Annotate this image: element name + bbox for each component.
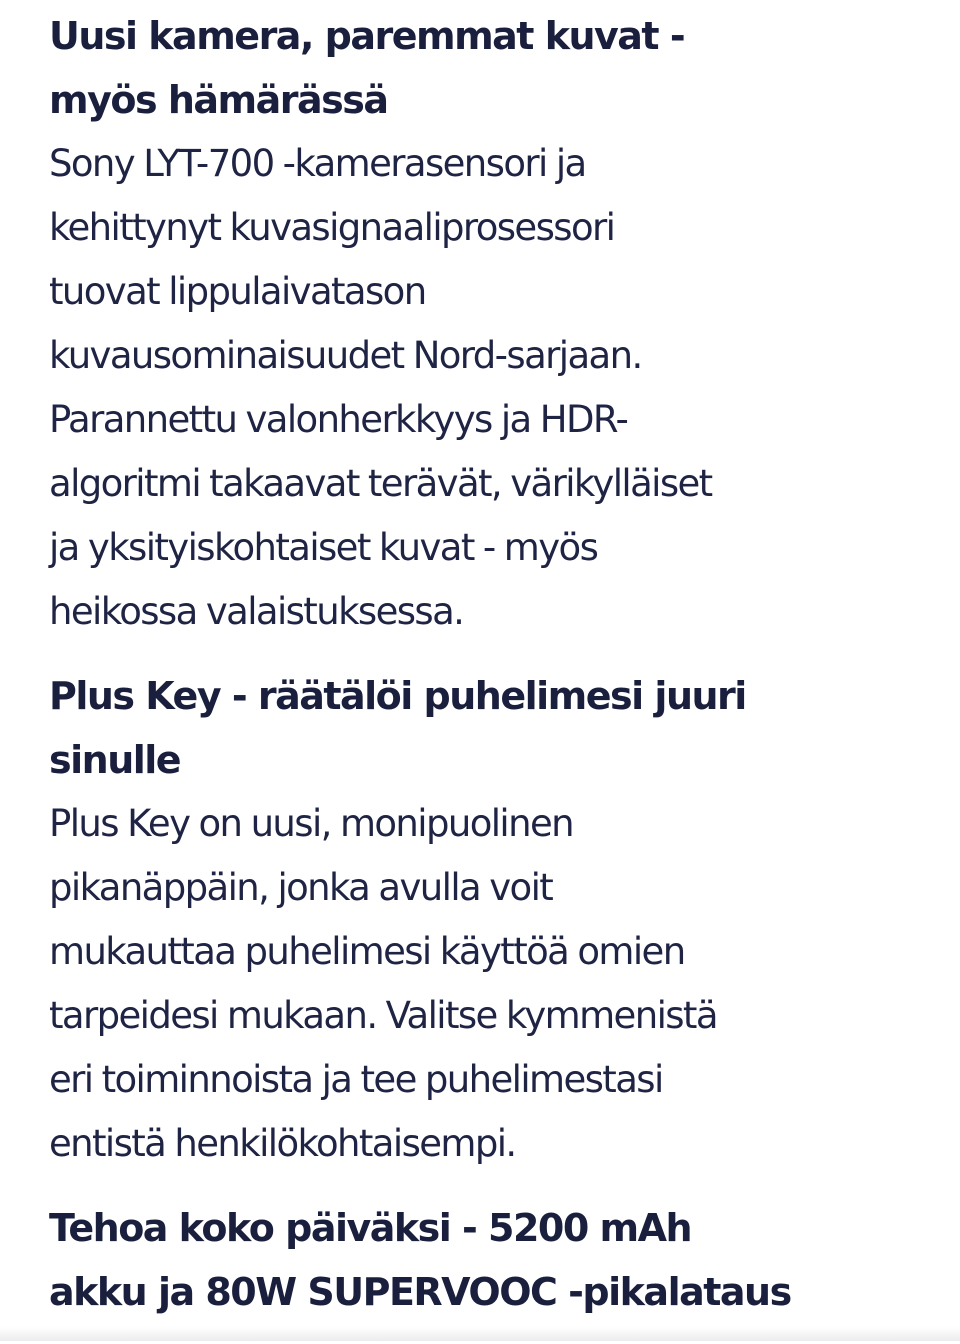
body-line: kehittynyt kuvasignaaliprosessori [49, 206, 615, 249]
body-line: heikossa valaistuksessa. [49, 590, 464, 633]
body-line: algoritmi takaavat terävät, värikylläiset [49, 462, 712, 505]
heading-line: Uusi kamera, paremmat kuvat - [49, 14, 685, 58]
body-line: tuovat lippulaivatason [49, 270, 426, 313]
body-line: entistä henkilökohtaisempi. [49, 1122, 516, 1165]
section-body [49, 792, 849, 1176]
body-line: tarpeidesi mukaan. Valitse kymmenistä [49, 994, 717, 1037]
heading-line: Plus Key - räätälöi puhelimesi juuri [49, 674, 746, 718]
body-line: mukauttaa puhelimesi käyttöä omien [49, 930, 685, 973]
section-battery [49, 1196, 849, 1324]
body-line: kuvausominaisuudet Nord-sarjaan. [49, 334, 642, 377]
body-line: pikanäppäin, jonka avulla voit [49, 866, 553, 909]
body-line: Parannettu valonherkkyys ja HDR- [49, 398, 628, 441]
section-body [49, 132, 849, 644]
section-plus-key [49, 664, 849, 1176]
section-heading [49, 664, 849, 792]
section-heading [49, 1196, 849, 1324]
heading-line: Tehoa koko päiväksi - 5200 mAh [49, 1206, 692, 1250]
body-line: Plus Key on uusi, monipuolinen [49, 802, 573, 845]
heading-line: akku ja 80W SUPERVOOC -pikalataus [49, 1270, 791, 1314]
heading-line: sinulle [49, 738, 181, 782]
body-line: Sony LYT-700 -kamerasensori ja [49, 142, 586, 185]
heading-line: myös hämärässä [49, 78, 388, 122]
product-description [49, 4, 849, 1344]
bottom-fade [0, 1327, 960, 1341]
body-line: ja yksityiskohtaiset kuvat - myös [49, 526, 598, 569]
section-camera [49, 4, 849, 644]
section-heading [49, 4, 849, 132]
body-line: eri toiminnoista ja tee puhelimestasi [49, 1058, 663, 1101]
